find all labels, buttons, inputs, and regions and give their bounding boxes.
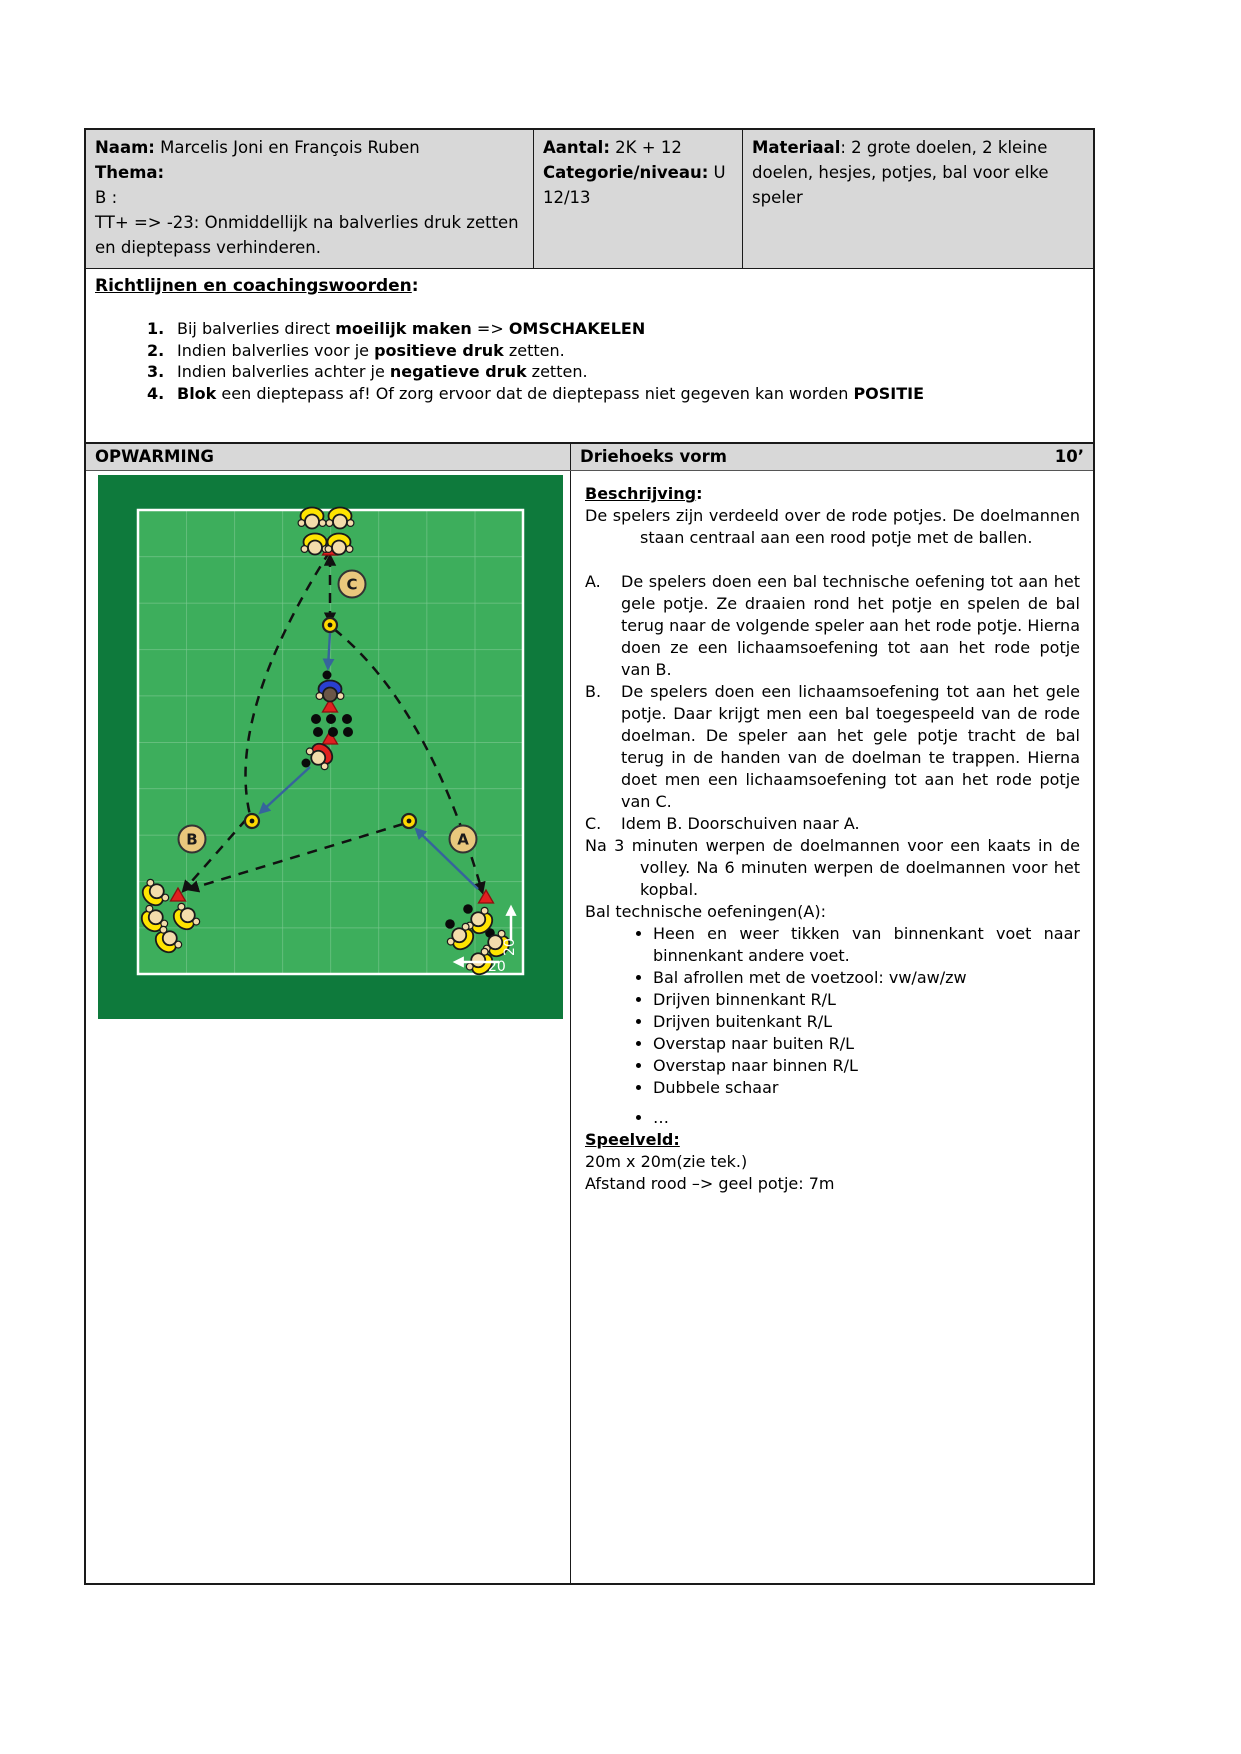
richtlijnen-item <box>147 361 1081 383</box>
exercise-sheet <box>84 128 1095 1585</box>
speelveld-size: 20m x 20m(zie tek.) <box>585 1152 748 1171</box>
step-b <box>585 681 1080 813</box>
info-cell-aantal-categorie <box>533 130 742 268</box>
dim-height-label: 20 <box>502 938 518 956</box>
materiaal-label: Materiaal <box>752 138 841 157</box>
marker-a: A <box>457 830 469 849</box>
step-a <box>585 571 1080 681</box>
oefening-item: • Drijven buitenkant R/L <box>653 1011 1080 1033</box>
naam-value: Marcelis Joni en François Ruben <box>154 138 420 157</box>
diagram-cell <box>86 471 570 1583</box>
richtlijnen-heading <box>95 276 1081 296</box>
materiaal-value: : 2 grote doelen, 2 kleine doelen, hesjes, potjes, bal voor elke speler <box>752 138 1049 207</box>
info-cell-materiaal <box>742 130 1093 268</box>
exercise-name: Driehoeks vorm <box>580 447 727 466</box>
speelveld-heading: Speelveld: <box>585 1130 680 1149</box>
beschrijving-intro: De spelers zijn verdeeld over de rode potjes. De doelmannen staan centraal aan een rood potje met de ballen. <box>585 506 1080 547</box>
step-label: C. <box>585 814 602 833</box>
info-cell-naam-thema <box>86 130 533 268</box>
oefening-item: • Dubbele schaar <box>653 1077 1080 1099</box>
timing-note: Na 3 minuten werpen de doelmannen voor een kaats in de volley. Na 6 minuten werpen de doelmannen voor het kopbal. <box>585 836 1080 899</box>
step-label: A. <box>585 572 601 591</box>
richtlijnen-item <box>147 318 1081 340</box>
oefening-item: • Bal afrollen met de voetzool: vw/aw/zw <box>653 967 1080 989</box>
aantal-value: 2K + 12 <box>609 138 682 157</box>
naam-label: Naam: <box>95 138 155 157</box>
marker-b: B <box>186 830 198 849</box>
oefeningen-title: Bal technische oefeningen(A): <box>585 902 826 921</box>
oefeningen-list <box>585 923 1080 1129</box>
steps-list <box>585 571 1080 835</box>
beschrijving-heading: Beschrijving: <box>585 484 703 503</box>
item-text: Bij balverlies direct moeilijk maken => OMSCHAKELEN <box>177 319 646 338</box>
dim-width-label: 20 <box>488 959 506 975</box>
thema-line-b: B : <box>95 188 118 207</box>
exercise-duration: 10’ <box>1054 447 1084 466</box>
item-text: Blok een dieptepass af! Of zorg ervoor dat de dieptepass niet gegeven kan worden POSITIE <box>177 383 925 403</box>
categorie-label: Categorie/niveau: <box>543 163 709 182</box>
richtlijnen-item <box>147 340 1081 362</box>
step-label: B. <box>585 682 602 701</box>
keeper-blue-icon <box>316 681 344 702</box>
exercise-title-bar <box>570 444 1093 470</box>
item-number: 4. <box>147 383 165 403</box>
oefening-item: • Overstap naar buiten R/L <box>653 1033 1080 1055</box>
item-number: 2. <box>147 340 165 360</box>
richtlijnen-heading-colon: : <box>411 276 419 296</box>
item-text: Indien balverlies voor je positieve druk zetten. <box>177 340 565 360</box>
step-c <box>585 813 1080 835</box>
oefening-item: • … <box>653 1107 1080 1129</box>
oefening-item: • Drijven binnenkant R/L <box>653 989 1080 1011</box>
step-text: De spelers doen een lichaamsoefening tot aan het gele potje. Daar krijgt men een bal toegespeeld van de rode doelman. De speler aan het gele potje tracht de bal terug in de handen van de doelman te trappen. Hierna doet men een lichaamsoefening tot aan het rode potje van C. <box>621 682 1080 811</box>
thema-line-tt: TT+ => -23: Onmiddellijk na balverlies druk zetten en dieptepass verhinderen. <box>95 213 519 257</box>
categorie-value: U 12/13 <box>543 163 726 207</box>
aantal-label: Aantal: <box>543 138 610 157</box>
step-text: Idem B. Doorschuiven naar A. <box>621 814 860 833</box>
marker-c: C <box>346 575 358 594</box>
item-number: 1. <box>147 319 165 338</box>
item-number: 3. <box>147 362 165 381</box>
item-text: Indien balverlies achter je negatieve druk zetten. <box>177 362 588 381</box>
richtlijnen-heading-text: Richtlijnen en coachingswoorden <box>95 276 412 296</box>
info-header-row <box>86 130 1093 269</box>
thema-label: Thema: <box>95 163 165 182</box>
richtlijnen-section <box>86 269 1093 444</box>
field-diagram <box>98 475 563 1019</box>
oefening-item: • Overstap naar binnen R/L <box>653 1055 1080 1077</box>
speelveld-distance: Afstand rood –> geel potje: 7m <box>585 1174 835 1193</box>
richtlijnen-item <box>147 383 1081 405</box>
content-row <box>86 471 1093 1583</box>
step-text: De spelers doen een bal technische oefening tot aan het gele potje. Ze draaien rond het potje en spelen de bal terug naar de volgende speler aan het rode potje. Hierna doen ze een lichaamsoefening tot aan het rode potje van B. <box>621 572 1080 679</box>
section-title: OPWARMING <box>95 447 214 466</box>
description-cell <box>570 471 1093 1583</box>
oefening-item: • Heen en weer tikken van binnenkant voet naar binnenkant andere voet. <box>653 923 1080 967</box>
section-bar <box>86 444 1093 471</box>
richtlijnen-list <box>147 318 1081 404</box>
